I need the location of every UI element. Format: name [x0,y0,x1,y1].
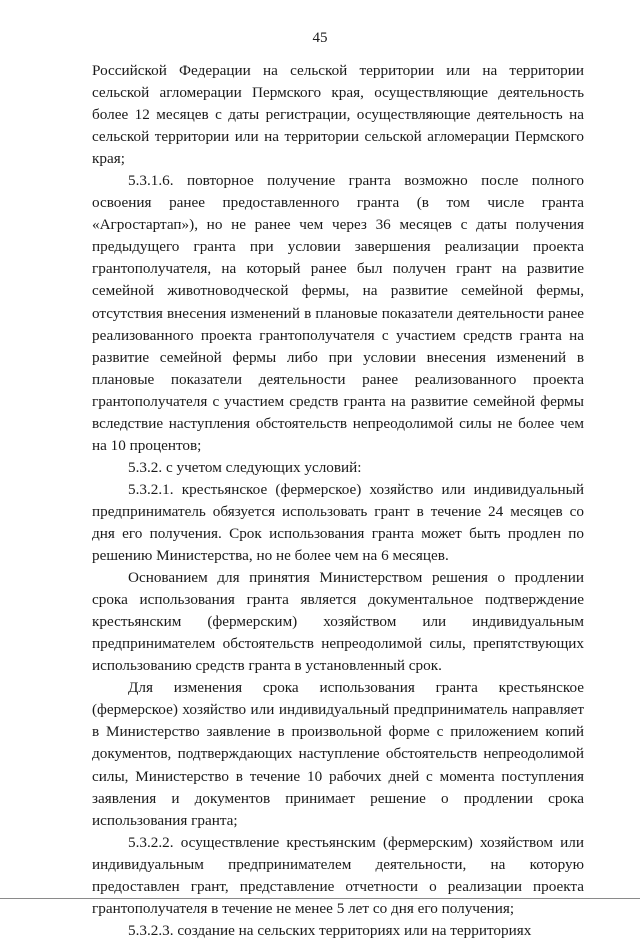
paragraph: 5.3.2.2. осуществление крестьянским (фермерским) хозяйством или индивидуальным предпринимателем деятельности, на которую предоставлен грант, представление отчетности о реализации проекта грантополучателя в течение не менее 5 лет со дня его получения; [92,833,584,917]
paragraph: Для изменения срока использования гранта крестьянское (фермерское) хозяйство или индивидуальный предприниматель направляет в Министерство заявление в произвольной форме с приложением копий документов, подтверждающих наступление обстоятельств непреодолимой силы, Министерство в течение 10 рабочих дней с момента поступления заявления и документов принимает решение о продлении срока использования гранта; [92,679,584,829]
bottom-rule [0,898,640,899]
paragraph: 5.3.2.1. крестьянское (фермерское) хозяйство или индивидуальный предприниматель обязуется использовать грант в течение 24 месяцев со дня его получения. Срок использования гранта может быть продлен по решению Министерства, но не более чем на 6 месяцев. [92,480,584,565]
body-text [92,60,584,942]
paragraph: 5.3.2.3. создание на сельских территориях или на территориях [128,921,532,939]
paragraph: Основанием для принятия Министерством решения о продлении срока использования гранта является документальное подтверждение крестьянским (фермерским) хозяйством или индивидуальным предпринимателем обстоятельств непреодолимой силы, препятствующих использованию средств гранта в установленный срок. [92,569,584,675]
page-number: 45 [312,30,328,46]
paragraph: Российской Федерации на сельской территории или на территории сельской агломерации Пермского края, осуществляющие деятельность более 12 месяцев с даты регистрации, осуществляющие деятельность на сельской территории или на территории сельской агломерации Пермского края; [92,62,584,168]
paragraph: 5.3.1.6. повторное получение гранта возможно после полного освоения ранее предоставленного гранта (в том числе гранта «Агростартап»), но не ранее чем через 36 месяцев с даты получения предыдущего гранта при условии завершения реализации проекта грантополучателя, на который ранее был получен грант на развитие семейной животноводческой фермы, на развитие семейной фермы, отсутствия внесения изменений в плановые показатели деятельности ранее реализованного проекта грантополучателя с участием средств гранта на развитие семейной фермы либо при условии внесения изменений в плановые показатели деятельности ранее реализованного проекта грантополучателя с участием средств гранта на развитие семейной фермы вследствие наступления обстоятельств непреодолимой силы не более чем на 10 процентов; [92,172,584,454]
paragraph: 5.3.2. с учетом следующих условий: [128,458,362,476]
